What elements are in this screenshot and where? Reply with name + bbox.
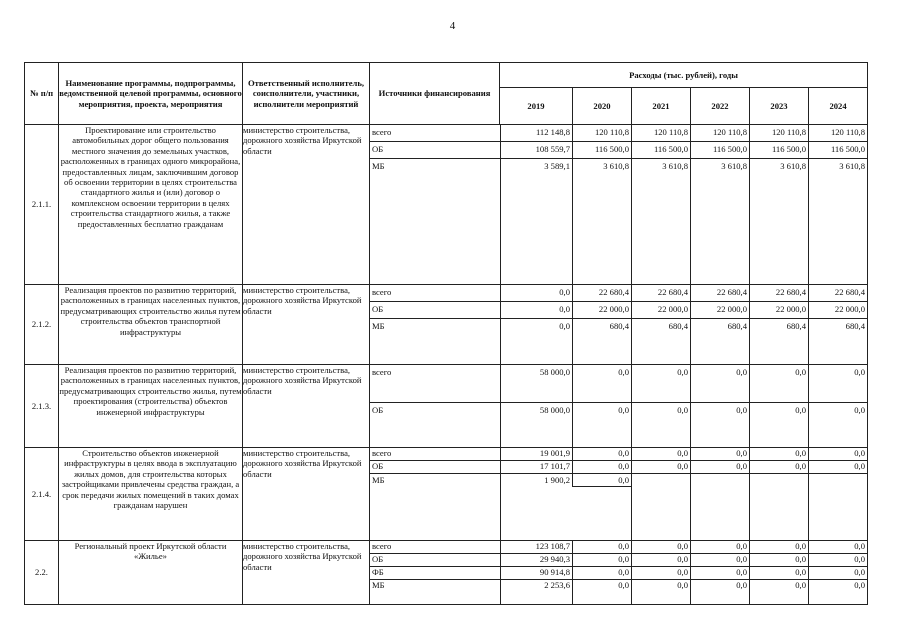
funding-value: 22 000,0 [690, 302, 749, 318]
funding-value [631, 474, 690, 540]
funding-value: 0,0 [690, 541, 749, 553]
header-expenses: Расходы (тыс. рублей), годы [500, 63, 868, 88]
row-number: 2.1.1. [25, 125, 59, 285]
header-year: 2021 [632, 88, 691, 125]
table-row [25, 365, 868, 448]
row-funding [370, 125, 868, 285]
header-sources: Источники финансирования [370, 63, 500, 125]
row-name: Реализация проектов по развитию территорий, расположенных в границах населенных пунктов, предусматривающих строительство жилья путем строительства объектов транспортной инфраструктуры [59, 285, 243, 365]
row-responsible: министерство строительства, дорожного хозяйства Иркутской области [243, 125, 370, 285]
funding-value [690, 474, 749, 540]
funding-row [370, 567, 867, 580]
header-year: 2024 [809, 88, 868, 125]
funding-row [370, 541, 867, 554]
funding-value: 0,0 [572, 403, 631, 447]
funding-value: 29 940,3 [500, 554, 572, 566]
funding-value: 0,0 [690, 580, 749, 604]
funding-value: 0,0 [808, 541, 867, 553]
funding-value: 0,0 [749, 461, 808, 473]
funding-value: 120 110,8 [808, 125, 867, 141]
header-responsible: Ответственный исполнитель, соисполнители, участники, исполнители мероприятий [243, 63, 370, 125]
header-name: Наименование программы, подпрограммы, ведомственной целевой программы, основного мероприятия, проекта, мероприятия [59, 63, 243, 125]
funding-value: 116 500,0 [808, 142, 867, 158]
funding-source: всего [372, 287, 392, 297]
funding-source: ОБ [372, 554, 384, 564]
funding-source: ФБ [372, 567, 384, 577]
table-row [25, 285, 868, 365]
funding-value: 0,0 [572, 461, 631, 473]
funding-value: 0,0 [808, 403, 867, 447]
funding-row [370, 403, 867, 447]
funding-row [370, 448, 867, 461]
funding-value: 0,0 [500, 319, 572, 364]
funding-value: 0,0 [808, 448, 867, 460]
funding-value: 22 680,4 [631, 285, 690, 301]
funding-value: 0,0 [500, 302, 572, 318]
header-year: 2022 [691, 88, 750, 125]
funding-value: 19 001,9 [500, 448, 572, 460]
funding-row [370, 365, 867, 403]
funding-value: 0,0 [808, 554, 867, 566]
funding-source: всего [372, 541, 392, 551]
funding-source: всего [372, 127, 392, 137]
funding-source: МБ [372, 161, 385, 171]
funding-source: МБ [372, 321, 385, 331]
funding-value: 0,0 [808, 567, 867, 579]
funding-value: 22 000,0 [631, 302, 690, 318]
row-name: Проектирование или строительство автомобильных дорог общего пользования местного значения до земельных участков, расположенных в границах одного микрорайона, предоставленных лицам, заключившим договор об освоении территории в целях строительства стандартного жилья и (или) договор о комплексном освоении территории в целях строительства стандартного жилья, а также предоставленных бесплатно гражданам [59, 125, 243, 285]
funding-value: 680,4 [808, 319, 867, 364]
funding-value: 680,4 [690, 319, 749, 364]
funding-value: 0,0 [808, 365, 867, 402]
funding-value: 22 680,4 [749, 285, 808, 301]
funding-value: 22 000,0 [572, 302, 631, 318]
table-row [25, 125, 868, 285]
table-row [25, 541, 868, 605]
funding-value: 120 110,8 [690, 125, 749, 141]
row-number: 2.1.2. [25, 285, 59, 365]
funding-row [370, 580, 867, 604]
funding-value: 116 500,0 [631, 142, 690, 158]
table-row [25, 448, 868, 541]
header-year: 2019 [500, 88, 573, 125]
funding-value: 3 610,8 [690, 159, 749, 284]
funding-value: 0,0 [572, 567, 631, 579]
funding-source: всего [372, 367, 392, 377]
funding-value: 90 914,8 [500, 567, 572, 579]
funding-value: 120 110,8 [749, 125, 808, 141]
financing-table [24, 62, 868, 605]
funding-value: 3 610,8 [749, 159, 808, 284]
funding-value: 0,0 [749, 554, 808, 566]
funding-value: 0,0 [690, 567, 749, 579]
funding-value: 0,0 [631, 448, 690, 460]
funding-value: 0,0 [749, 567, 808, 579]
funding-value: 0,0 [631, 567, 690, 579]
row-responsible: министерство строительства, дорожного хозяйства Иркутской области [243, 285, 370, 365]
funding-row [370, 125, 867, 142]
funding-value: 0,0 [631, 365, 690, 402]
funding-row [370, 554, 867, 567]
row-number: 2.1.4. [25, 448, 59, 541]
row-responsible: министерство строительства, дорожного хозяйства Иркутской области [243, 448, 370, 541]
row-number: 2.1.3. [25, 365, 59, 448]
page-number: 4 [449, 20, 456, 32]
funding-value: 3 610,8 [631, 159, 690, 284]
funding-value: 0,0 [572, 541, 631, 553]
funding-value: 0,0 [572, 554, 631, 566]
funding-value: 58 000,0 [500, 403, 572, 447]
row-funding [370, 365, 868, 448]
funding-row [370, 302, 867, 319]
funding-value: 22 000,0 [808, 302, 867, 318]
funding-value: 0,0 [631, 554, 690, 566]
funding-value: 0,0 [749, 580, 808, 604]
funding-row [370, 461, 867, 474]
funding-value: 680,4 [572, 319, 631, 364]
header-year: 2023 [750, 88, 809, 125]
funding-value: 22 680,4 [690, 285, 749, 301]
funding-value: 3 610,8 [572, 159, 631, 284]
funding-source: ОБ [372, 461, 384, 471]
funding-value: 123 108,7 [500, 541, 572, 553]
funding-value: 0,0 [749, 448, 808, 460]
row-funding [370, 285, 868, 365]
row-responsible: министерство строительства, дорожного хозяйства Иркутской области [243, 365, 370, 448]
funding-value: 0,0 [631, 461, 690, 473]
funding-value: 120 110,8 [631, 125, 690, 141]
funding-row [370, 285, 867, 302]
row-funding [370, 448, 868, 541]
funding-row [370, 319, 867, 364]
funding-value: 116 500,0 [749, 142, 808, 158]
funding-source: всего [372, 448, 392, 458]
funding-value: 3 610,8 [808, 159, 867, 284]
funding-value: 0,0 [808, 461, 867, 473]
funding-value [808, 474, 867, 540]
funding-value: 0,0 [631, 541, 690, 553]
funding-value: 22 680,4 [808, 285, 867, 301]
header-year: 2020 [573, 88, 632, 125]
funding-value: 0,0 [749, 541, 808, 553]
funding-value: 58 000,0 [500, 365, 572, 402]
funding-value: 112 148,8 [500, 125, 572, 141]
funding-source: МБ [372, 580, 385, 590]
funding-value: 0,0 [749, 365, 808, 402]
funding-value: 17 101,7 [500, 461, 572, 473]
row-name: Строительство объектов инженерной инфраструктуры в целях ввода в эксплуатацию жилых домов, для строительства которых застройщиками привлечены средства граждан, а срок передачи жилых помещений в таких домах гражданам нарушен [59, 448, 243, 541]
funding-value: 116 500,0 [690, 142, 749, 158]
funding-row [370, 142, 867, 159]
funding-value: 0,0 [749, 403, 808, 447]
row-name: Реализация проектов по развитию территорий, расположенных в границах населенных пунктов, предусматривающих строительство жилья, путем проектирования (строительства) объектов инженерной инфраструктуры [59, 365, 243, 448]
funding-source: ОБ [372, 304, 384, 314]
funding-value: 0,0 [500, 285, 572, 301]
funding-value: 0,0 [808, 580, 867, 604]
funding-value [749, 474, 808, 540]
funding-value: 3 589,1 [500, 159, 572, 284]
funding-value: 0,0 [572, 448, 631, 460]
funding-value: 0,0 [690, 403, 749, 447]
funding-value: 0,0 [572, 365, 631, 402]
funding-value: 116 500,0 [572, 142, 631, 158]
funding-value: 680,4 [631, 319, 690, 364]
row-funding [370, 541, 868, 605]
funding-value: 0,0 [690, 461, 749, 473]
funding-source: ОБ [372, 144, 384, 154]
funding-value: 108 559,7 [500, 142, 572, 158]
funding-value: 0,0 [631, 580, 690, 604]
row-responsible: министерство строительства, дорожного хозяйства Иркутской области [243, 541, 370, 605]
row-number: 2.2. [25, 541, 59, 605]
funding-value: 1 900,2 [500, 474, 572, 540]
funding-source: МБ [372, 475, 385, 485]
header-number: № п/п [25, 63, 59, 125]
funding-row [370, 159, 867, 284]
funding-source: ОБ [372, 405, 384, 415]
funding-value: 0,0 [572, 580, 631, 604]
row-name: Региональный проект Иркутской области «Жилье» [59, 541, 243, 605]
funding-value: 0,0 [690, 448, 749, 460]
funding-value: 0,0 [631, 403, 690, 447]
funding-row [370, 474, 867, 540]
funding-value: 0,0 [572, 474, 631, 487]
funding-value: 22 000,0 [749, 302, 808, 318]
funding-value: 680,4 [749, 319, 808, 364]
funding-value: 22 680,4 [572, 285, 631, 301]
funding-value: 2 253,6 [500, 580, 572, 604]
funding-value: 120 110,8 [572, 125, 631, 141]
funding-value: 0,0 [690, 554, 749, 566]
funding-value: 0,0 [690, 365, 749, 402]
